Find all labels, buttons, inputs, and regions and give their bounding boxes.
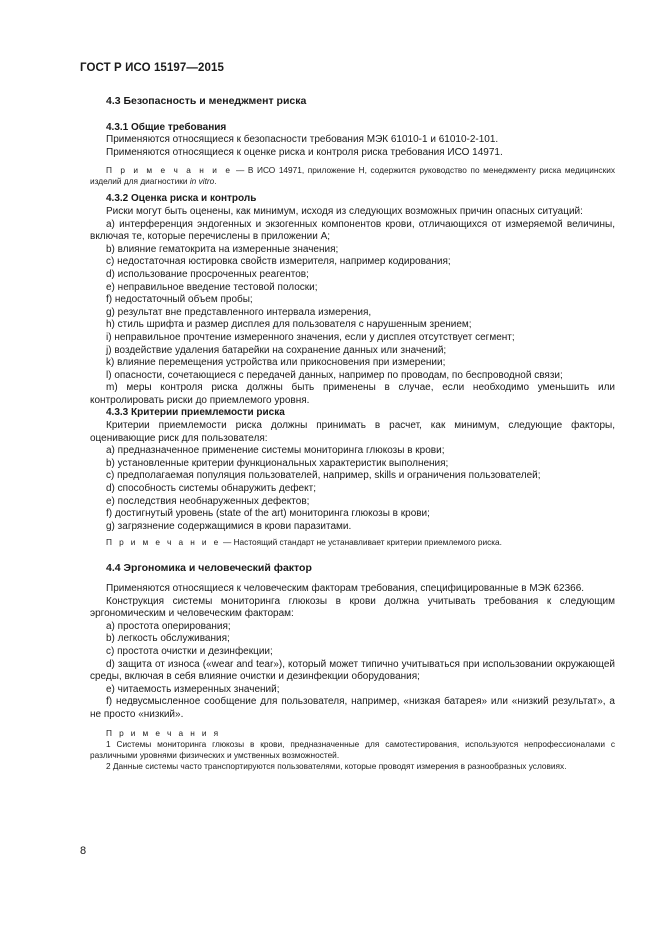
list-item: g) загрязнение содержащимися в крови паразитами.	[106, 520, 352, 532]
note-label: П р и м е ч а н и е	[106, 537, 221, 548]
list-item: c) предполагаемая популяция пользователей, например, skills и ограничения пользователей;	[106, 470, 541, 482]
list-item: d) способность системы обнаружить дефект;	[106, 483, 316, 495]
notes-label: П р и м е ч а н и я	[106, 727, 221, 738]
note	[90, 537, 615, 548]
section-4-3-1-title: 4.3.1 Общие требования	[106, 121, 227, 133]
list-item: a) предназначенное применение системы мониторинга глюкозы в крови;	[106, 445, 445, 457]
list-item: e) читаемость измеренных значений;	[106, 683, 280, 695]
section-4-4-title: 4.4 Эргономика и человеческий фактор	[106, 562, 312, 575]
list-item: j) воздействие удаления батарейки на сохранение данных или значений;	[106, 344, 447, 356]
list-item: c) простота очистки и дезинфекции;	[106, 645, 273, 657]
list-item: k) влияние перемещения устройства или прикосновения при измерении;	[106, 357, 446, 369]
note-italic: in vitro	[189, 176, 215, 187]
list-item: f) недостаточный объем пробы;	[106, 294, 253, 306]
list-item: i) неправильное прочтение измеренного значения, если у дисплея отсутствует сегмент;	[106, 331, 515, 343]
note-label: П р и м е ч а н и е	[106, 165, 233, 176]
list-item: f) недвусмысленное сообщение для пользователя, например, «низкая батарея» или «низкий результат», а не просто «низкий».	[90, 696, 615, 720]
page-content	[90, 95, 615, 772]
section-4-3-3-title: 4.3.3 Критерии приемлемости риска	[106, 407, 285, 419]
list-item: d) защита от износа («wear and tear»), который может типично учитываться при использовании окружающей среды, включая в себя влияние очистки и дезинфекции оборудования;	[90, 658, 615, 683]
section-4-3-2-title: 4.3.2 Оценка риска и контроль	[106, 193, 257, 205]
list-item: d) использование просроченных реагентов;	[106, 268, 309, 280]
list-item: b) установленные критерии функциональных характеристик выполнения;	[106, 457, 449, 469]
section-4-3-title: 4.3 Безопасность и менеджмент риска	[106, 95, 307, 107]
list-item: b) влияние гематокрита на измеренные значения;	[106, 243, 339, 255]
list-item: m) меры контроля риска должны быть применены в случае, если необходимо уменьшить или контролировать риски до приемлемого уровня.	[90, 382, 615, 406]
list-item: g) результат вне представленного интервала измерения,	[106, 306, 372, 318]
list-item: h) стиль шрифта и размер дисплея для пользователя с нарушенным зрением;	[106, 319, 472, 331]
list-item: b) легкость обслуживания;	[106, 633, 230, 645]
list-item: e) последствия необнаруженных дефектов;	[106, 495, 310, 507]
paragraph: Критерии приемлемости риска должны принимать в расчет, как минимум, следующие факторы, оценивающие риск для пользователя:	[90, 420, 615, 444]
paragraph: Применяются относящиеся к безопасности требования МЭК 61010-1 и 61010-2-101.	[106, 134, 499, 146]
list-item: a) простота оперирования;	[106, 620, 231, 632]
note: 1 Системы мониторинга глюкозы в крови, предназначенные для самотестирования, используются непрофессионалами с различными уровнями физических и умственных возможностей.	[90, 738, 615, 760]
paragraph: Конструкция системы мониторинга глюкозы в крови должна учитывать требования к следующим эргономическим и человеческим факторам:	[90, 595, 615, 620]
list-item: a) интерференция эндогенных и экзогенных компонентов крови, отличающихся от измеряемой величины, включая те, которые перечислены в приложении А;	[90, 218, 615, 243]
list-item: c) недостаточная юстировка свойств измерителя, например кодирования;	[106, 256, 451, 268]
list-item: e) неправильное введение тестовой полоски;	[106, 281, 318, 293]
note: П р и м е ч а н и е — В ИСО 14971, приложение Н, содержится руководство по менеджменту риска медицинских изделий для диагностики in vitro.	[90, 165, 615, 187]
paragraph: Применяются относящиеся к человеческим факторам требования, специфицированные в МЭК 62366.	[106, 583, 585, 594]
paragraph: Применяются относящиеся к оценке риска и контроля риска требования ИСО 14971.	[106, 146, 503, 158]
note-text: — Настоящий стандарт не устанавливает критерии приемлемого риска.	[220, 537, 502, 548]
paragraph: Риски могут быть оценены, как минимум, исходя из следующих возможных причин опасных ситуаций:	[106, 205, 583, 217]
note: 2 Данные системы часто транспортируются пользователями, которые проводят измерения в разнообразных условиях.	[106, 760, 567, 771]
list-item: f) достигнутый уровень (state of the art) мониторинга глюкозы в крови;	[106, 508, 430, 520]
list-item: l) опасности, сочетающиеся с передачей данных, например по проводам, по беспроводной связи;	[106, 369, 563, 381]
note-text: — В ИСО 14971, приложение Н, содержится руководство по менеджменту риска медицинских изделий для диагностики	[90, 165, 615, 187]
document-header: ГОСТ Р ИСО 15197—2015	[80, 62, 225, 74]
page-number: 8	[80, 845, 87, 857]
